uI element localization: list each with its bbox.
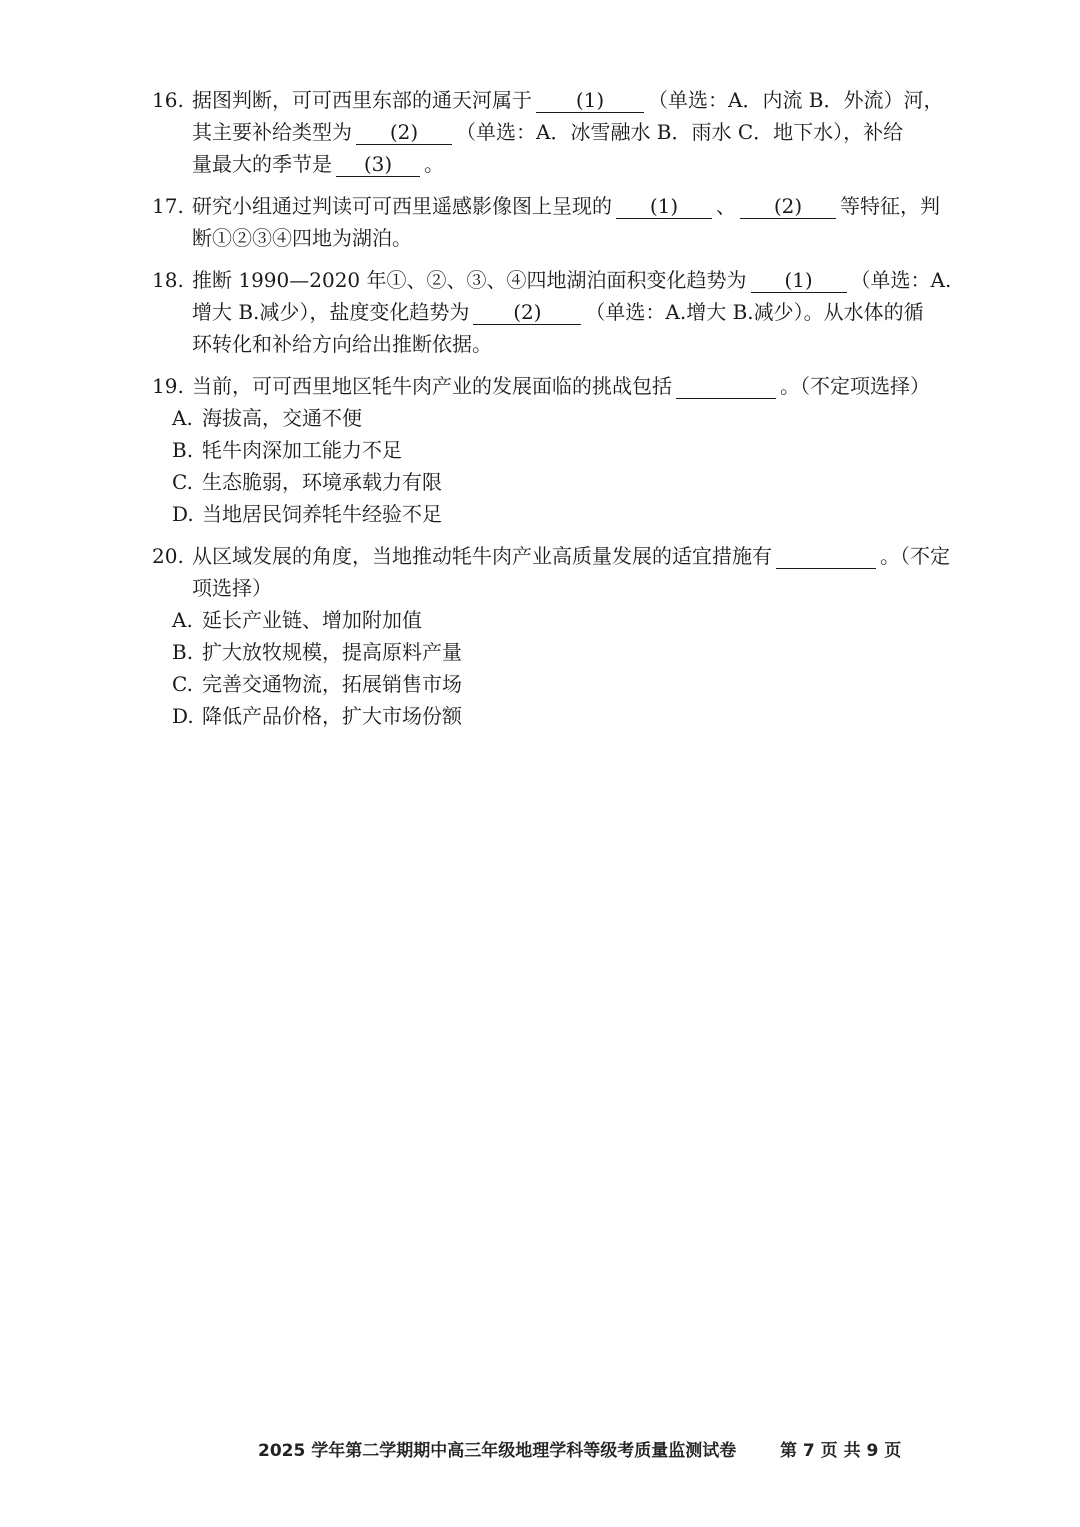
option-text: 完善交通物流，拓展销售市场	[202, 672, 462, 696]
option-key: A.	[172, 608, 193, 632]
question-text: 量最大的季节是	[192, 152, 332, 176]
question-16	[152, 84, 952, 180]
option-text: 延长产业链、增加附加值	[202, 608, 422, 632]
option-b[interactable]	[172, 636, 952, 668]
question-text: （单选：A.	[850, 268, 952, 292]
question-text: 。（不定	[880, 544, 950, 568]
answer-blank-2[interactable]: (2)	[356, 120, 452, 145]
option-a[interactable]	[172, 402, 952, 434]
question-list	[152, 84, 952, 742]
question-text: （单选：A．冰雪融水 B．雨水 C．地下水），补给	[456, 120, 904, 144]
question-text: 。	[424, 152, 444, 176]
question-text: 据图判断，可可西里东部的通天河属于	[192, 88, 532, 112]
question-number: 17.	[152, 194, 184, 218]
question-number: 20.	[152, 544, 184, 568]
answer-blank[interactable]	[676, 374, 776, 399]
answer-blank-2[interactable]: (2)	[740, 194, 836, 219]
answer-blank-1[interactable]: (1)	[751, 268, 847, 293]
option-key: B.	[172, 438, 194, 462]
question-text: 等特征，判	[840, 194, 940, 218]
option-text: 海拔高，交通不便	[202, 406, 362, 430]
answer-blank-3[interactable]: (3)	[336, 152, 420, 177]
question-text: 、	[716, 194, 736, 218]
question-text: 从区域发展的角度，当地推动牦牛肉产业高质量发展的适宜措施有	[192, 544, 772, 568]
option-key: C.	[172, 470, 193, 494]
answer-blank-1[interactable]: (1)	[536, 88, 644, 113]
answer-blank-2[interactable]: (2)	[473, 300, 581, 325]
exam-title: 2025 学年第二学期期中高三年级地理学科等级考质量监测试卷	[258, 1441, 737, 1461]
option-key: D.	[172, 704, 194, 728]
option-key: A.	[172, 406, 193, 430]
option-text: 牦牛肉深加工能力不足	[202, 438, 402, 462]
option-b[interactable]	[172, 434, 952, 466]
option-text: 生态脆弱，环境承载力有限	[202, 470, 442, 494]
option-text: 降低产品价格，扩大市场份额	[202, 704, 462, 728]
question-text: （单选：A.增大 B.减少）。从水体的循	[585, 300, 924, 324]
option-text: 扩大放牧规模，提高原料产量	[202, 640, 462, 664]
question-text: 断①②③④四地为湖泊。	[192, 226, 412, 250]
option-a[interactable]	[172, 604, 952, 636]
option-list	[152, 402, 952, 530]
option-text: 当地居民饲养牦牛经验不足	[202, 502, 442, 526]
question-text: 当前，可可西里地区牦牛肉产业的发展面临的挑战包括	[192, 374, 672, 398]
option-key: C.	[172, 672, 193, 696]
option-c[interactable]	[172, 668, 952, 700]
option-d[interactable]	[172, 700, 952, 732]
option-list	[152, 604, 952, 732]
answer-blank-1[interactable]: (1)	[616, 194, 712, 219]
question-text: 研究小组通过判读可可西里遥感影像图上呈现的	[192, 194, 612, 218]
question-18	[152, 264, 952, 360]
question-text: 其主要补给类型为	[192, 120, 352, 144]
question-number: 18.	[152, 268, 184, 292]
question-text: 环转化和补给方向给出推断依据。	[192, 332, 492, 356]
option-key: D.	[172, 502, 194, 526]
question-number: 19.	[152, 374, 184, 398]
question-17	[152, 190, 952, 254]
question-text: 项选择）	[192, 576, 272, 600]
question-number: 16.	[152, 88, 184, 112]
question-text: （单选：A．内流 B．外流）河，	[648, 88, 944, 112]
page-number: 第 7 页 共 9 页	[780, 1441, 902, 1461]
question-19	[152, 370, 952, 530]
option-d[interactable]	[172, 498, 952, 530]
question-20	[152, 540, 952, 732]
option-key: B.	[172, 640, 194, 664]
question-text: 增大 B.减少），盐度变化趋势为	[192, 300, 470, 324]
answer-blank[interactable]	[776, 544, 876, 569]
option-c[interactable]	[172, 466, 952, 498]
question-text: 推断 1990—2020 年①、②、③、④四地湖泊面积变化趋势为	[192, 268, 747, 292]
question-text: 。（不定项选择）	[780, 374, 930, 398]
